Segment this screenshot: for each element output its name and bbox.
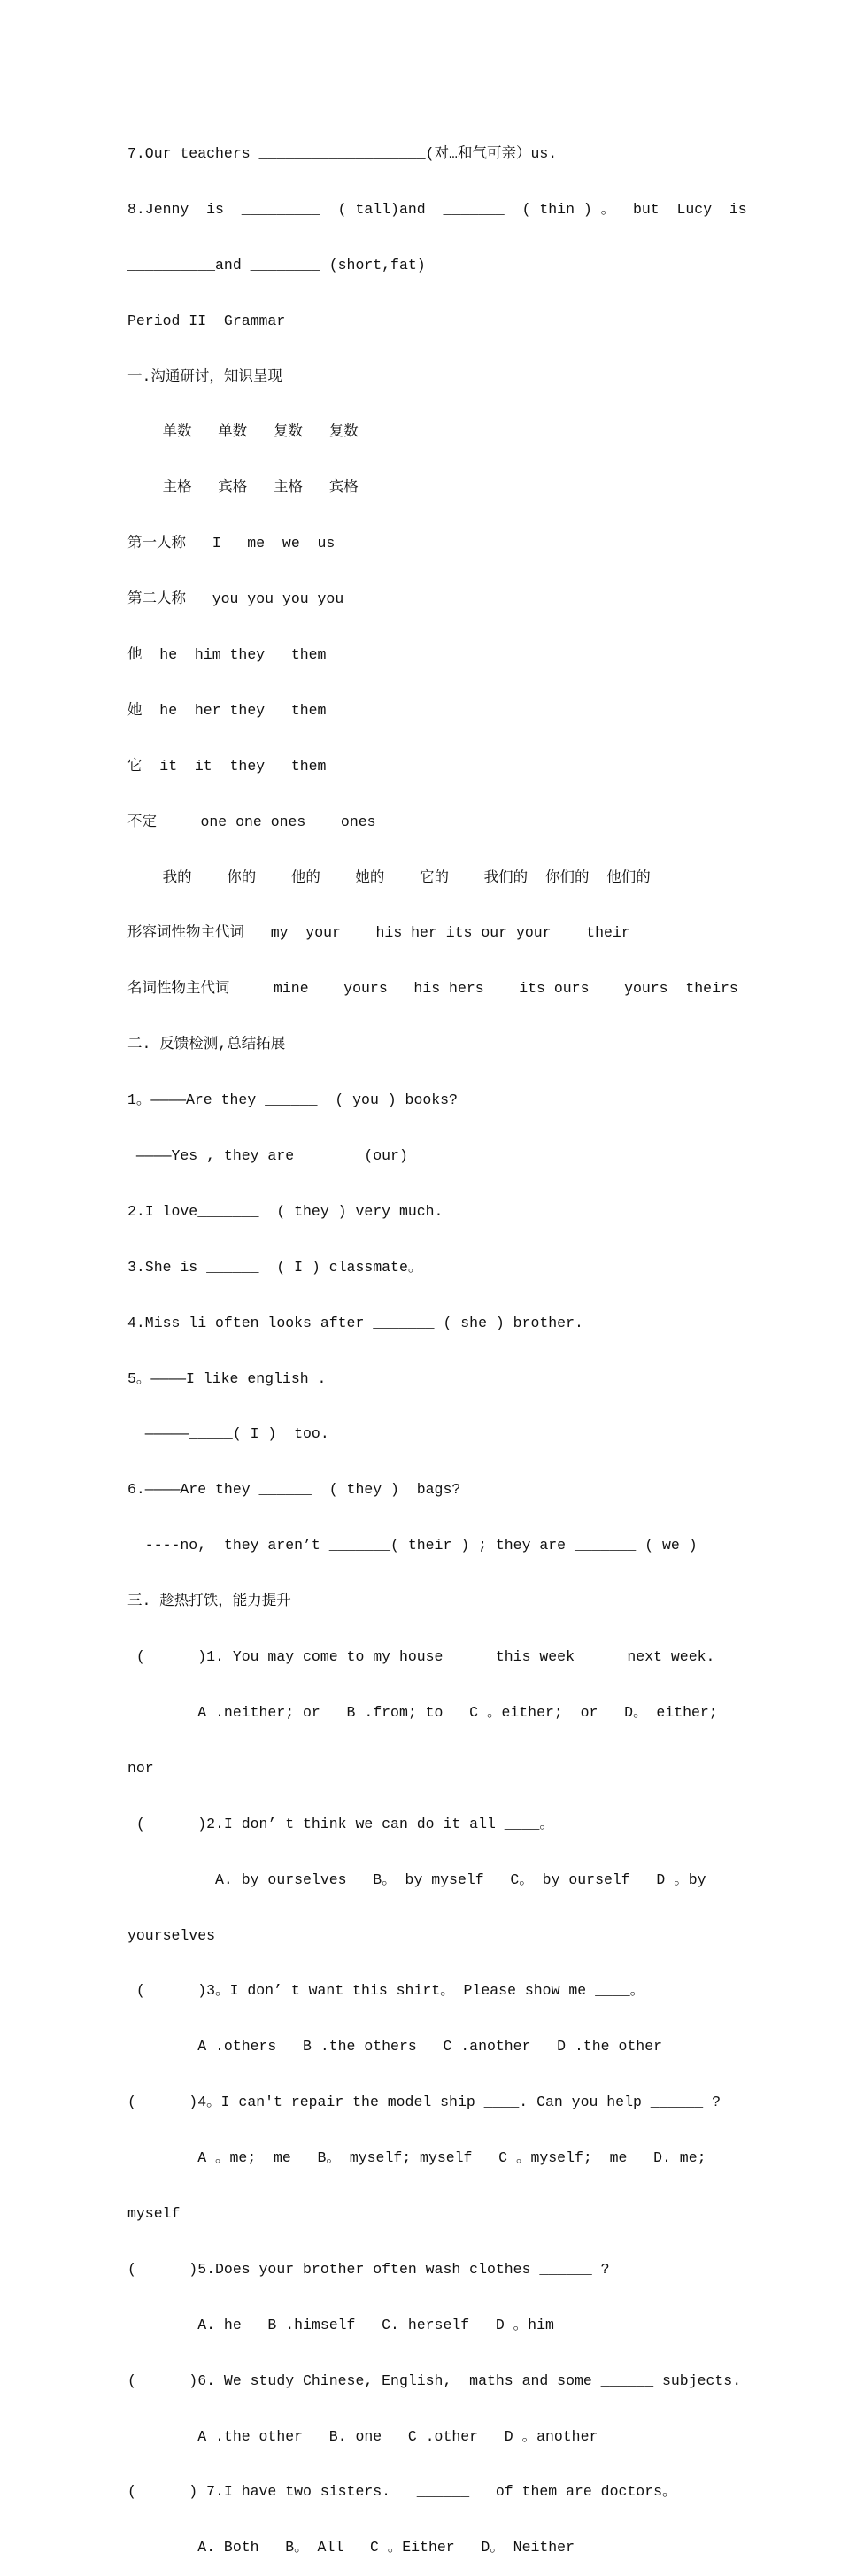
options-line: nor: [127, 1759, 154, 1777]
section-title: Period II Grammar: [127, 312, 286, 329]
options-line: A .the other B. one C .other D 。another: [127, 2427, 598, 2445]
exercise-line: 5。————I like english .: [127, 1369, 327, 1387]
question-line: ( )6. We study Chinese, English, maths and some ______ subjects.: [127, 2372, 742, 2389]
pronoun-table-row: 不定 one one ones ones: [127, 813, 376, 830]
pronoun-table-row: 它 it it they them: [127, 757, 327, 775]
section-heading: 三. 趁热打铁，能力提升: [127, 1593, 291, 1610]
options-line: A .neither; or B .from; to C 。either; or D。 either;: [127, 1703, 718, 1721]
options-line: A. Both B。 All C 。Either D。 Neither: [127, 2539, 575, 2557]
exercise-line: 2.I love_______ ( they ) very much.: [127, 1202, 444, 1220]
options-line: A. he B .himself C. herself D 。him: [127, 2316, 554, 2333]
text-line: 8.Jenny is _________ ( tall)and _______ ( thin ) 。 but Lucy is: [127, 200, 747, 218]
question-line: ( ) 7.I have two sisters. ______ of them are doctors。: [127, 2483, 677, 2501]
exercise-line: 6.————Are they ______ ( they ) bags?: [127, 1481, 461, 1499]
options-line: myself: [127, 2204, 181, 2222]
worksheet-page: [127, 110, 747, 2576]
question-line: ( )3。I don’ t want this shirt。 Please show me ____。: [127, 1982, 645, 2000]
pronoun-table-row: 单数 单数 复数 复数: [127, 423, 359, 441]
section-heading: 一.沟通研讨，知识呈现: [127, 367, 282, 385]
possessive-table-row: 形容词性物主代词 my your his her its our your their: [127, 924, 630, 942]
options-line: A 。me; me B。 myself; myself C 。myself; me D. me;: [127, 2149, 706, 2167]
pronoun-table-row: 她 he her they them: [127, 701, 327, 719]
options-line: yourselves: [127, 1926, 216, 1944]
exercise-line: 4.Miss li often looks after _______ ( she ) brother.: [127, 1314, 583, 1331]
section-heading: 二. 反馈检测,总结拓展: [127, 1036, 286, 1053]
question-line: ( )2.I don’ t think we can do it all ____。: [127, 1815, 554, 1832]
question-line: ( )4。I can't repair the model ship ____. Can you help ______ ?: [127, 2094, 721, 2111]
options-line: A .others B .the others C .another D .the other: [127, 2038, 662, 2055]
possessive-table-row: 名词性物主代词 mine yours his hers its ours yours theirs: [127, 980, 738, 998]
pronoun-table-row: 第一人称 I me we us: [127, 535, 336, 552]
question-line: ( )1. You may come to my house ____ this week ____ next week.: [127, 1648, 715, 1666]
exercise-line: —————_____( I ) too.: [127, 1425, 329, 1443]
text-line: 7.Our teachers ___________________(对…和气可亲）us.: [127, 145, 558, 162]
exercise-line: ----no, they aren’t _______( their ) ; they are _______ ( we ): [127, 1537, 698, 1554]
text-line: __________and ________ (short,fat): [127, 256, 426, 274]
options-line: A. by ourselves B。 by myself C。 by ourself D 。by: [127, 1870, 706, 1888]
pronoun-table-row: 主格 宾格 主格 宾格: [127, 479, 359, 497]
question-line: ( )5.Does your brother often wash clothes ______ ?: [127, 2260, 610, 2278]
exercise-line: ————Yes , they are ______ (our): [127, 1147, 408, 1165]
pronoun-table-row: 第二人称 you you you you: [127, 590, 344, 608]
exercise-line: 1。————Are they ______ ( you ) books?: [127, 1091, 458, 1109]
possessive-table-row: 我的 你的 他的 她的 它的 我们的 你们的 他们的: [127, 868, 651, 886]
pronoun-table-row: 他 he him they them: [127, 646, 327, 664]
exercise-line: 3.She is ______ ( I ) classmate。: [127, 1258, 423, 1276]
